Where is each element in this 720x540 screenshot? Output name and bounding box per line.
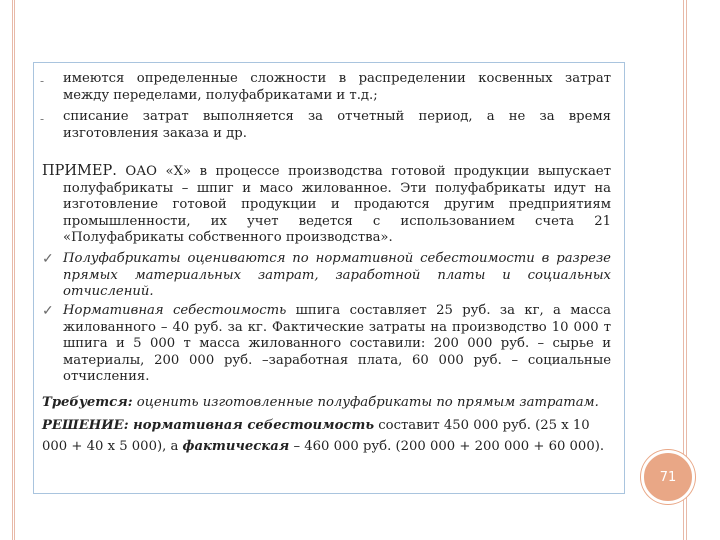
checkmark-icon: ✓ <box>42 303 54 319</box>
solution-normative-term: нормативная себестоимость <box>128 418 375 433</box>
bullet-item-1: имеются определенные сложности в распределении косвенных затрат между переделами, полуфабрикатами и т.д.; <box>63 71 611 103</box>
bullet-dash: - <box>40 112 45 126</box>
solution-paragraph <box>42 415 611 457</box>
check-item-2-text: шпига составляет 25 руб. за кг, а масса жилованного – 40 руб. за кг. Фактические затраты на производство 10 000 т шпига и 5 000 т масса жилованного составили: 200 000 руб. – сырье и материалы, 200 000 руб. –заработная плата, 60 000 руб. – социальные отчисления. <box>63 303 611 385</box>
left-frame-line <box>12 0 15 540</box>
example-text: ОАО «Х» в процессе производства готовой продукции выпускает полуфабрикаты – шпиг и масо жилованное. Эти полуфабрикаты идут на изготовление готовой продукции и продаются другим предприятиям промышленности, их учет ведется с использованием счета 21 «Полуфабрикаты собственного производства». <box>63 164 611 246</box>
required-label: Требуется: <box>42 395 133 410</box>
bullet-dash: - <box>40 74 45 88</box>
solution-text-2: – 460 000 руб. (200 000 + 200 000 + 60 000). <box>289 439 605 454</box>
page-number-badge: 71 <box>641 450 695 504</box>
solution-actual-term: фактическая <box>182 439 290 454</box>
required-line <box>42 395 617 412</box>
required-text: оценить изготовленные полуфабрикаты по прямым затратам. <box>132 395 599 410</box>
check-item-1: Полуфабрикаты оцениваются по нормативной себестоимости в разрезе прямых материальных затрат, заработной платы и социальных отчислений. <box>63 251 611 300</box>
solution-label: РЕШЕНИЕ: <box>42 418 129 433</box>
solution-text-1: составит 450 000 руб. (25 х 10 000 + 40 х 5 000), а <box>42 418 590 454</box>
example-lead: ПРИМЕР. <box>42 163 117 179</box>
checkmark-icon: ✓ <box>42 251 54 267</box>
check-item-2 <box>63 303 611 386</box>
normative-cost-term: Нормативная себестоимость <box>63 303 287 318</box>
example-paragraph <box>42 163 611 247</box>
bullet-item-2: списание затрат выполняется за отчетный период, а не за время изготовления заказа и др. <box>63 109 611 141</box>
